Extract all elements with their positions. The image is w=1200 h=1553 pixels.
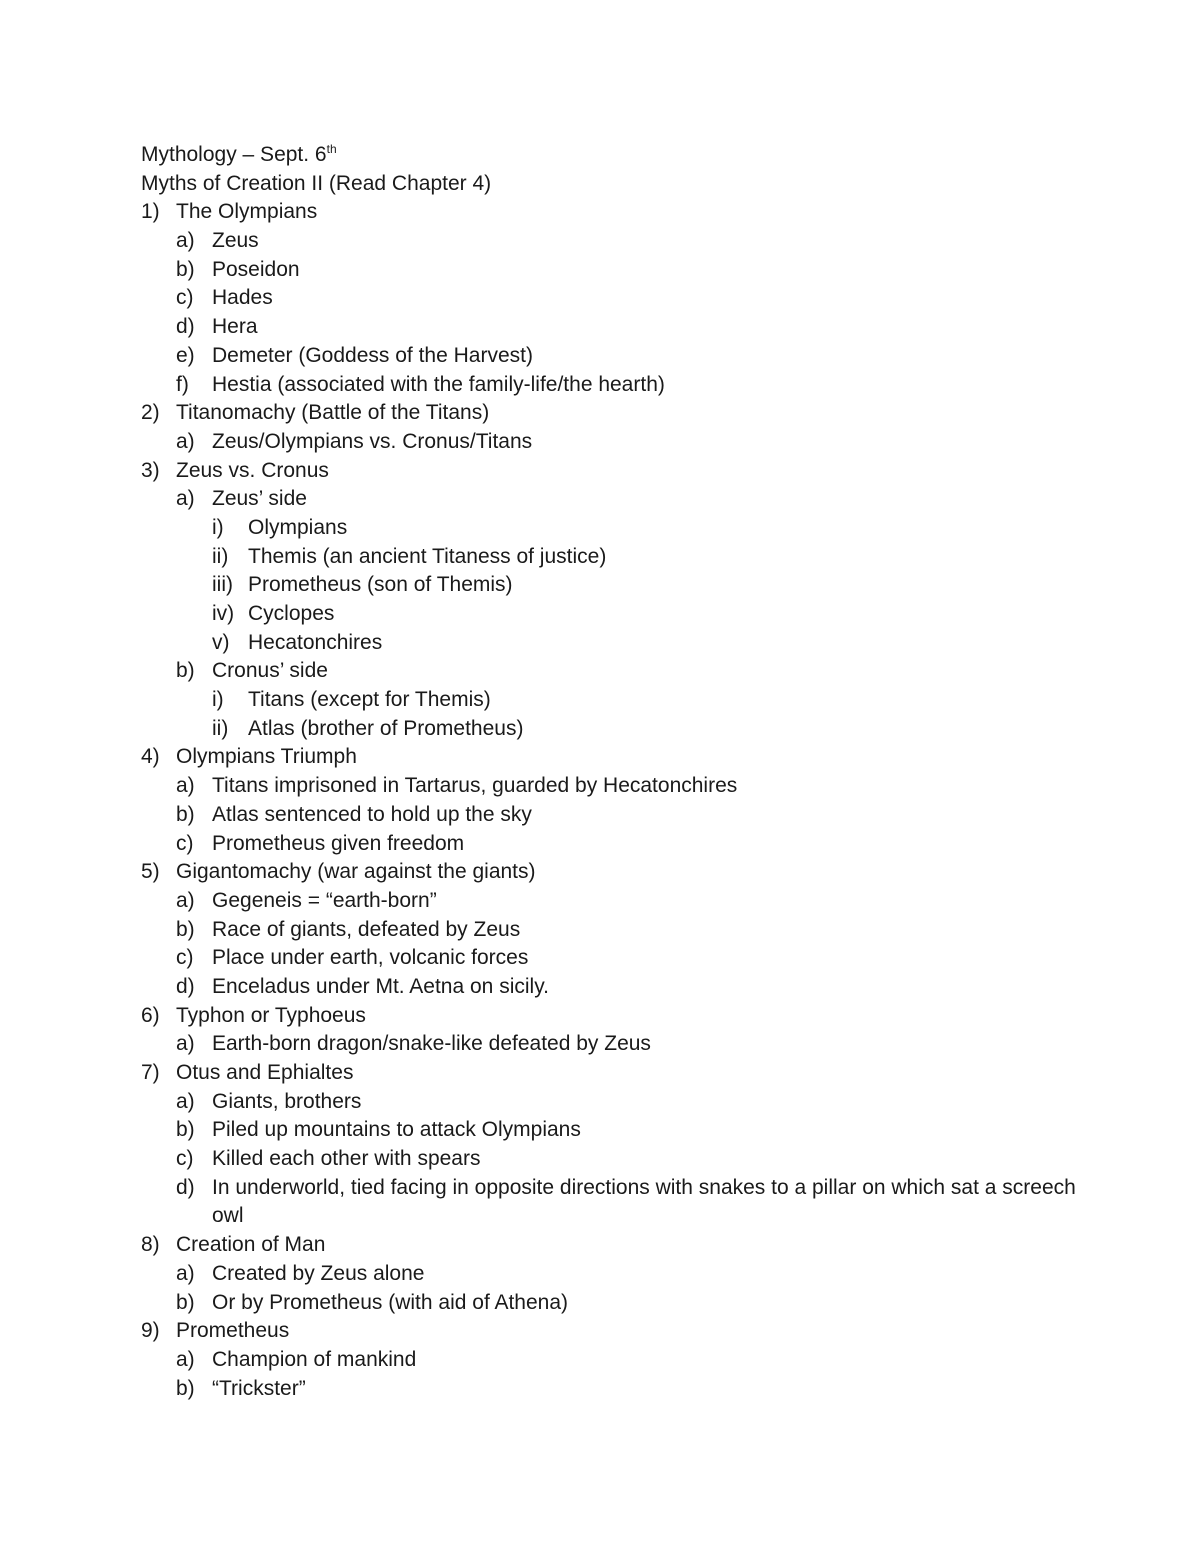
outline-item <box>141 514 1081 543</box>
outline-item <box>141 916 1081 945</box>
outline-item <box>141 1116 1081 1145</box>
outline-item <box>141 944 1081 973</box>
outline-text: Earth-born dragon/snake-like defeated by Zeus <box>212 1032 651 1056</box>
outline-marker: ii) <box>212 544 229 568</box>
outline-item <box>141 371 1081 400</box>
outline-text: Hecatonchires <box>248 630 383 654</box>
outline-item <box>141 1030 1081 1059</box>
outline-marker: 6) <box>141 1003 160 1027</box>
outline-item <box>141 1317 1081 1346</box>
outline-marker: a) <box>176 888 195 912</box>
outline-text: Otus and Ephialtes <box>176 1061 354 1084</box>
outline-text: Titanomachy (Battle of the Titans) <box>176 401 490 425</box>
outline-item <box>141 715 1081 744</box>
outline-item <box>141 284 1081 313</box>
outline-text: “Trickster” <box>212 1376 306 1400</box>
outline-text: Prometheus given freedom <box>212 831 465 855</box>
outline-text: Olympians Triumph <box>176 745 357 769</box>
outline-marker: d) <box>176 974 195 998</box>
outline-text: Poseidon <box>212 257 300 281</box>
outline-text: Piled up mountains to attack Olympians <box>212 1118 581 1142</box>
outline-item <box>141 428 1081 457</box>
outline-item <box>141 1174 1081 1231</box>
outline-text: Atlas (brother of Prometheus) <box>248 716 524 740</box>
outline-marker: b) <box>176 917 195 941</box>
outline-marker: b) <box>176 1376 195 1400</box>
outline-item <box>141 1289 1081 1318</box>
outline-item <box>141 1260 1081 1289</box>
outline-marker: b) <box>176 257 195 281</box>
outline-marker: a) <box>176 1261 195 1285</box>
outline-marker: iii) <box>212 573 233 597</box>
outline-text: Enceladus under Mt. Aetna on sicily. <box>212 974 549 998</box>
outline-marker: b) <box>176 802 195 826</box>
outline-item <box>141 686 1081 715</box>
outline-text: Prometheus (son of Themis) <box>248 573 513 597</box>
outline-item <box>141 629 1081 658</box>
title-superscript: th <box>326 142 337 156</box>
outline-item <box>141 256 1081 285</box>
outline-marker: c) <box>176 1147 194 1171</box>
outline-item <box>141 227 1081 256</box>
document-page <box>141 141 1081 1403</box>
outline-item <box>141 1088 1081 1117</box>
outline-text: Zeus <box>212 229 259 253</box>
outline-text: Cronus’ side <box>212 659 328 683</box>
outline-text: Titans imprisoned in Tartarus, guarded by Hecatonchires <box>212 774 738 798</box>
title-main: Mythology – Sept. 6 <box>141 143 327 166</box>
outline-marker: i) <box>212 515 224 539</box>
outline-item <box>141 342 1081 371</box>
outline-text: Champion of mankind <box>212 1347 417 1371</box>
outline-item <box>141 743 1081 772</box>
outline-text: Hades <box>212 286 273 310</box>
outline-text: Created by Zeus alone <box>212 1261 425 1285</box>
outline-text: Gigantomachy (war against the giants) <box>176 860 536 884</box>
outline-text: Place under earth, volcanic forces <box>212 946 529 970</box>
outline-marker: 7) <box>141 1061 160 1084</box>
outline-marker: i) <box>212 688 224 712</box>
outline-text: Race of giants, defeated by Zeus <box>212 917 521 941</box>
outline-marker: d) <box>176 1175 195 1199</box>
outline-item <box>141 1002 1081 1031</box>
outline-item <box>141 399 1081 428</box>
document-subtitle: Myths of Creation II (Read Chapter 4) <box>141 171 492 195</box>
outline-marker: b) <box>176 659 195 683</box>
outline-item <box>141 543 1081 572</box>
outline-marker: 4) <box>141 745 160 769</box>
outline-marker: a) <box>176 229 195 253</box>
outline-marker: 3) <box>141 458 160 482</box>
outline-marker: f) <box>176 372 189 396</box>
outline-text: Hera <box>212 315 258 339</box>
outline-marker: a) <box>176 487 195 511</box>
outline-text: Typhon or Typhoeus <box>176 1003 366 1027</box>
outline-text: The Olympians <box>176 200 318 224</box>
outline-text: Themis (an ancient Titaness of justice) <box>248 544 607 568</box>
outline-item <box>141 1375 1081 1404</box>
outline-item <box>141 1059 1081 1088</box>
outline-marker: a) <box>176 1089 195 1113</box>
outline-marker: 5) <box>141 860 160 884</box>
outline-text: Prometheus <box>176 1319 290 1343</box>
outline-marker: v) <box>212 630 230 654</box>
outline-marker: 1) <box>141 200 160 224</box>
outline-marker: 9) <box>141 1319 160 1343</box>
outline-item <box>141 457 1081 486</box>
outline-marker: c) <box>176 831 194 855</box>
outline-marker: ii) <box>212 716 229 740</box>
outline-item <box>141 830 1081 859</box>
outline-item <box>141 887 1081 916</box>
outline-text: Hestia (associated with the family-life/the hearth) <box>212 372 665 396</box>
outline-marker: a) <box>176 429 195 453</box>
outline-text: Gegeneis = “earth-born” <box>212 888 437 912</box>
outline-marker: a) <box>176 1032 195 1056</box>
document-title <box>141 141 1081 170</box>
outline-marker: e) <box>176 343 195 367</box>
outline-marker: c) <box>176 286 194 310</box>
outline-marker: 8) <box>141 1233 160 1257</box>
outline-marker: b) <box>176 1118 195 1142</box>
outline-text: Zeus/Olympians vs. Cronus/Titans <box>212 429 533 453</box>
outline-marker: b) <box>176 1290 195 1314</box>
outline-text: Atlas sentenced to hold up the sky <box>212 802 532 826</box>
outline-text: Creation of Man <box>176 1233 326 1257</box>
outline-item <box>141 571 1081 600</box>
outline-text: Or by Prometheus (with aid of Athena) <box>212 1290 569 1314</box>
outline-item <box>141 485 1081 514</box>
outline-text: Zeus vs. Cronus <box>176 458 329 482</box>
outline-text: Zeus’ side <box>212 487 307 511</box>
outline-item <box>141 772 1081 801</box>
outline-marker: c) <box>176 946 194 970</box>
outline-text: In underworld, tied facing in opposite directions with snakes to a pillar on which sat a screech owl <box>212 1175 1076 1228</box>
outline-item <box>141 1145 1081 1174</box>
outline-item <box>141 858 1081 887</box>
outline-item <box>141 600 1081 629</box>
outline-list <box>141 198 1081 1403</box>
outline-text: Giants, brothers <box>212 1089 362 1113</box>
outline-item <box>141 973 1081 1002</box>
outline-marker: iv) <box>212 602 235 625</box>
outline-item <box>141 198 1081 227</box>
outline-item <box>141 313 1081 342</box>
outline-text: Cyclopes <box>248 602 335 625</box>
outline-item <box>141 1346 1081 1375</box>
outline-text: Olympians <box>248 515 348 539</box>
outline-text: Titans (except for Themis) <box>248 688 491 712</box>
outline-item <box>141 1231 1081 1260</box>
outline-marker: a) <box>176 774 195 798</box>
outline-marker: a) <box>176 1347 195 1371</box>
outline-item <box>141 657 1081 686</box>
outline-marker: d) <box>176 315 195 339</box>
outline-marker: 2) <box>141 401 160 425</box>
outline-text: Killed each other with spears <box>212 1147 481 1171</box>
outline-item <box>141 801 1081 830</box>
outline-text: Demeter (Goddess of the Harvest) <box>212 343 533 367</box>
